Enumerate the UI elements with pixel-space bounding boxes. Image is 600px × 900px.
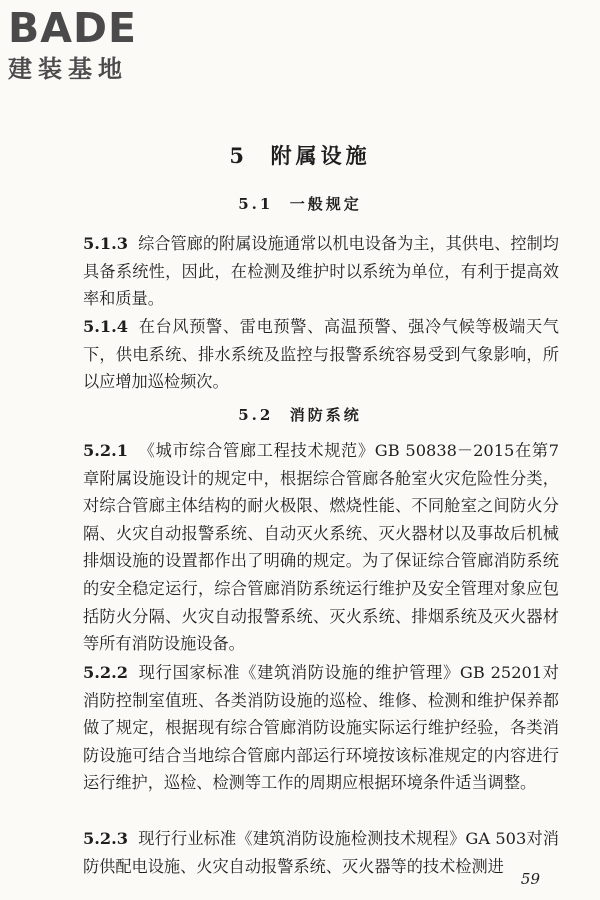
clause-5-1-4 xyxy=(83,313,559,396)
logo-subtitle: 建装基地 xyxy=(8,55,128,83)
section-title-5-2: 5.2 消防系统 xyxy=(238,406,362,424)
bade-logo xyxy=(8,6,178,84)
clause-number: 5.1.4 xyxy=(83,317,129,336)
clause-text: 现行行业标准《建筑消防设施检测技术规程》GA 503对消防供配电设施、火灾自动报警系统、灭火器等的技术检测进 xyxy=(83,829,559,876)
clause-text: 《城市综合管廊工程技术规范》GB 50838－2015在第7章附属设施设计的规定中，根据综合管廊各舱室火灾危险性分类，对综合管廊主体结构的耐火极限、燃烧性能、不同舱室之间防火分隔、火灾自动报警系统、自动灭火系统、灭火器材以及事故后机械排烟设施的设置都作出了明确的规定。为了保证综合管廊消防系统的安全稳定运行，综合管廊消防系统运行维护及安全管理对象应包括防火分隔、火灾自动报警系统、灭火系统、排烟系统及灭火器材等所有消防设施设备。 xyxy=(83,441,559,654)
section-title-5-1: 5.1 一般规定 xyxy=(238,195,362,213)
clause-number: 5.1.3 xyxy=(83,234,129,253)
clause-text: 综合管廊的附属设施通常以机电设备为主，其供电、控制均具备系统性，因此，在检测及维护时以系统为单位，有利于提高效率和质量。 xyxy=(83,234,559,309)
clause-5-2-1 xyxy=(83,437,559,658)
page-number: 59 xyxy=(520,870,540,888)
clause-text: 现行国家标准《建筑消防设施的维护管理》GB 25201对消防控制室值班、各类消防设施的巡检、维修、检测和维护保养都做了规定，根据现有综合管廊消防设施实际运行维护经验，各类消防设施可结合当地综合管廊内部运行环境按该标准规定的内容进行运行维护，巡检、检测等工作的周期应根据环境条件适当调整。 xyxy=(83,663,559,793)
chapter-title: 5 附属设施 xyxy=(229,143,371,168)
clause-5-2-2 xyxy=(83,659,559,797)
logo-wordmark: BADE xyxy=(8,4,138,52)
clause-5-1-3 xyxy=(83,230,559,313)
clause-text: 在台风预警、雷电预警、高温预警、强冷气候等极端天气下，供电系统、排水系统及监控与报警系统容易受到气象影响，所以应增加巡检频次。 xyxy=(83,317,559,392)
clause-5-2-3 xyxy=(83,825,559,880)
clause-number: 5.2.3 xyxy=(83,829,129,848)
clause-number: 5.2.2 xyxy=(83,663,129,682)
clause-number: 5.2.1 xyxy=(83,441,129,460)
